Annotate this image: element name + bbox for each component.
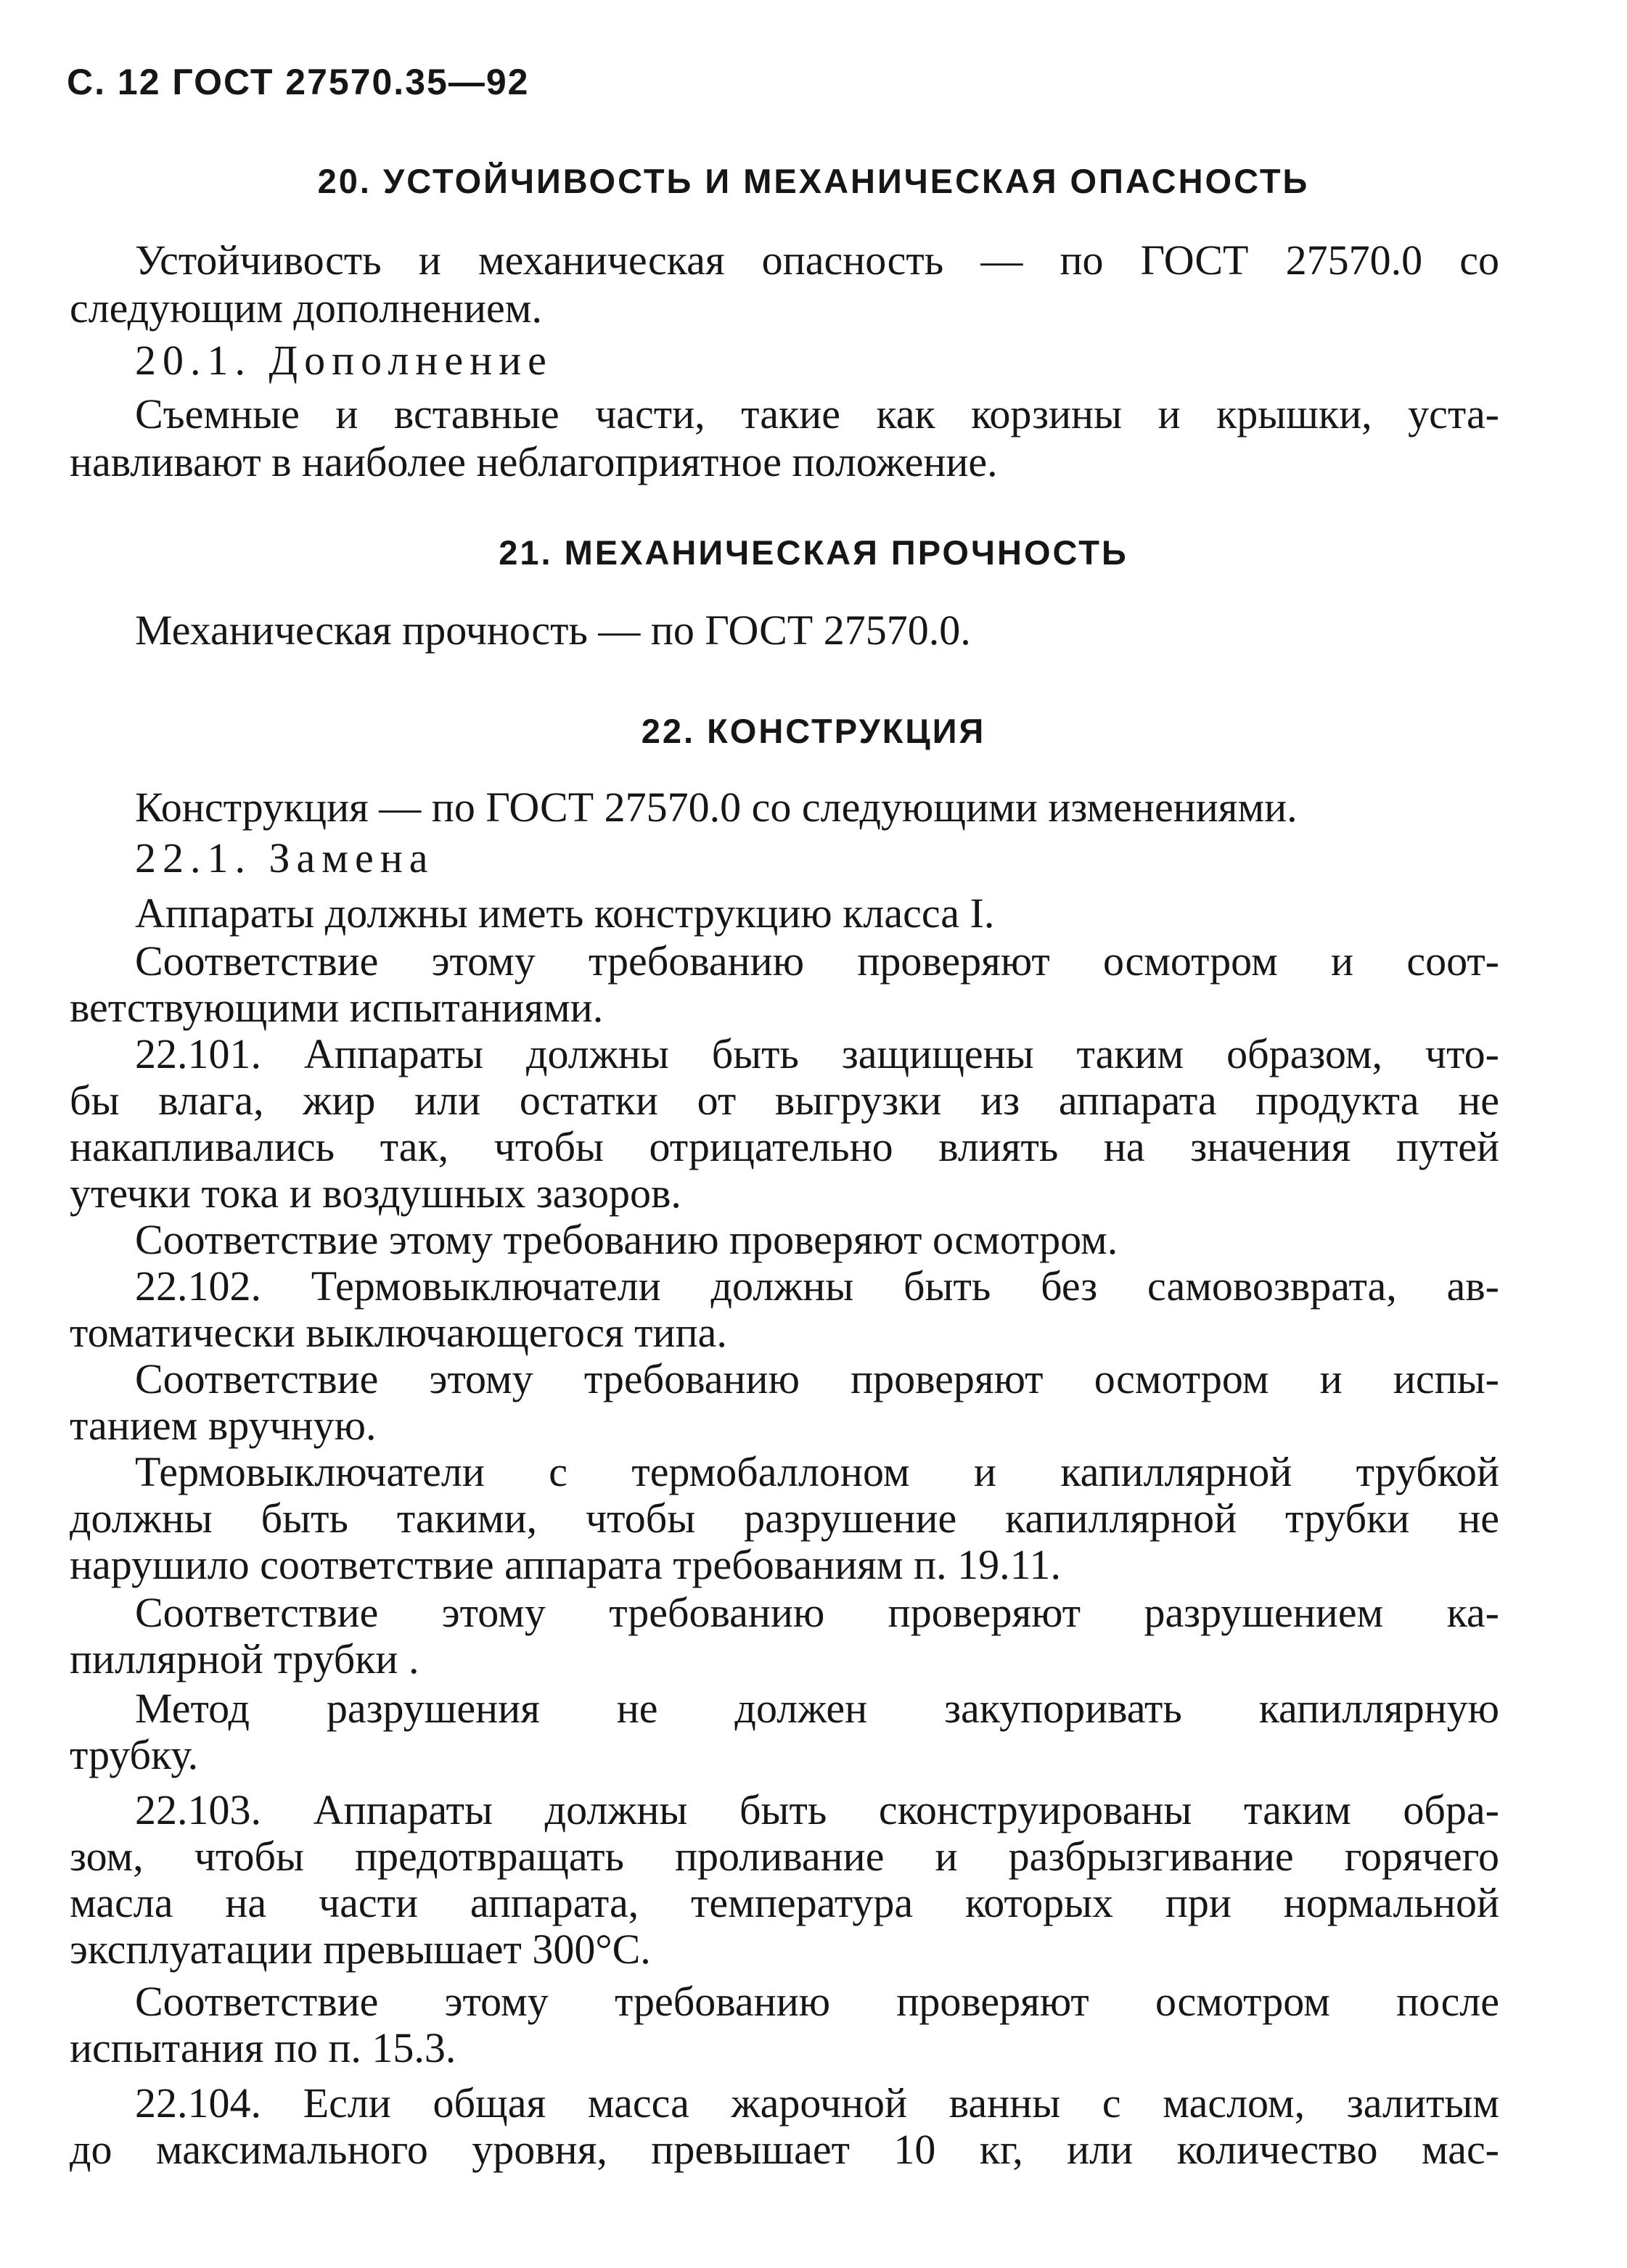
section-20-line: 20.1. Дополнение <box>135 337 553 384</box>
section-22-line: трубку. <box>70 1731 199 1778</box>
section-20-line: Устойчивость и механическая опасность — по ГОСТ 27570.0 со <box>135 237 1499 284</box>
section-22-line: Конструкция — по ГОСТ 27570.0 со следующими изменениями. <box>135 784 1298 831</box>
section-22-line: томатически выключающегося типа. <box>70 1309 727 1356</box>
section-22-line: должны быть такими, чтобы разрушение капиллярной трубки не <box>70 1495 1499 1542</box>
page-header: С. 12 ГОСТ 27570.35—92 <box>67 62 530 102</box>
section-22-line: Метод разрушения не должен закупоривать капиллярную <box>135 1685 1499 1732</box>
section-20-heading: 20. УСТОЙЧИВОСТЬ И МЕХАНИЧЕСКАЯ ОПАСНОСТЬ <box>317 162 1310 200</box>
section-22-line: Термовыключатели с термобаллоном и капиллярной трубкой <box>135 1448 1499 1495</box>
section-22-line: 22.1. Замена <box>135 834 435 882</box>
section-22-line: Соответствие этому требованию проверяют осмотром и соот- <box>135 937 1499 985</box>
section-22-line: бы влага, жир или остатки от выгрузки из аппарата продукта не <box>70 1077 1499 1124</box>
section-20-line: навливают в наиболее неблагоприятное положение. <box>70 438 998 485</box>
section-22-line: нарушило соответствие аппарата требованиям п. 19.11. <box>70 1541 1061 1588</box>
section-22-line: 22.103. Аппараты должны быть сконструированы таким обра- <box>135 1786 1499 1833</box>
section-22-line: ветствующими испытаниями. <box>70 984 604 1031</box>
section-22-line: зом, чтобы предотвращать проливание и разбрызгивание горячего <box>70 1833 1499 1880</box>
section-22-line: Аппараты должны иметь конструкцию класса I. <box>135 889 995 937</box>
section-22-line: Соответствие этому требованию проверяют разрушением ка- <box>135 1589 1499 1636</box>
section-22-heading: 22. КОНСТРУКЦИЯ <box>641 712 986 750</box>
section-22-line: утечки тока и воздушных зазоров. <box>70 1170 681 1217</box>
section-22-line: Соответствие этому требованию проверяют осмотром после <box>135 1978 1499 2025</box>
section-22-line: эксплуатации превышает 300°С. <box>70 1926 651 1973</box>
section-20-line: Съемные и вставные части, такие как корзины и крышки, уста- <box>135 390 1499 437</box>
section-22-line: Соответствие этому требованию проверяют осмотром. <box>135 1216 1118 1263</box>
section-21-line: Механическая прочность — по ГОСТ 27570.0. <box>135 607 971 654</box>
section-20-line: следующим дополнением. <box>70 284 542 332</box>
section-22-line: Соответствие этому требованию проверяют осмотром и испы- <box>135 1355 1499 1402</box>
section-21-heading: 21. МЕХАНИЧЕСКАЯ ПРОЧНОСТЬ <box>499 533 1128 572</box>
section-22-line: накапливались так, чтобы отрицательно влиять на значения путей <box>70 1123 1499 1170</box>
section-22-line: испытания по п. 15.3. <box>70 2024 456 2071</box>
section-22-line: до максимального уровня, превышает 10 кг, или количество мас- <box>70 2126 1499 2173</box>
section-22-line: пиллярной трубки . <box>70 1635 419 1682</box>
section-22-line: 22.102. Термовыключатели должны быть без самовозврата, ав- <box>135 1262 1499 1310</box>
section-22-line: 22.104. Если общая масса жарочной ванны с маслом, залитым <box>135 2079 1499 2127</box>
section-22-line: масла на части аппарата, температура которых при нормальной <box>70 1879 1499 1926</box>
section-22-line: танием вручную. <box>70 1402 377 1449</box>
section-22-line: 22.101. Аппараты должны быть защищены таким образом, что- <box>135 1030 1499 1077</box>
